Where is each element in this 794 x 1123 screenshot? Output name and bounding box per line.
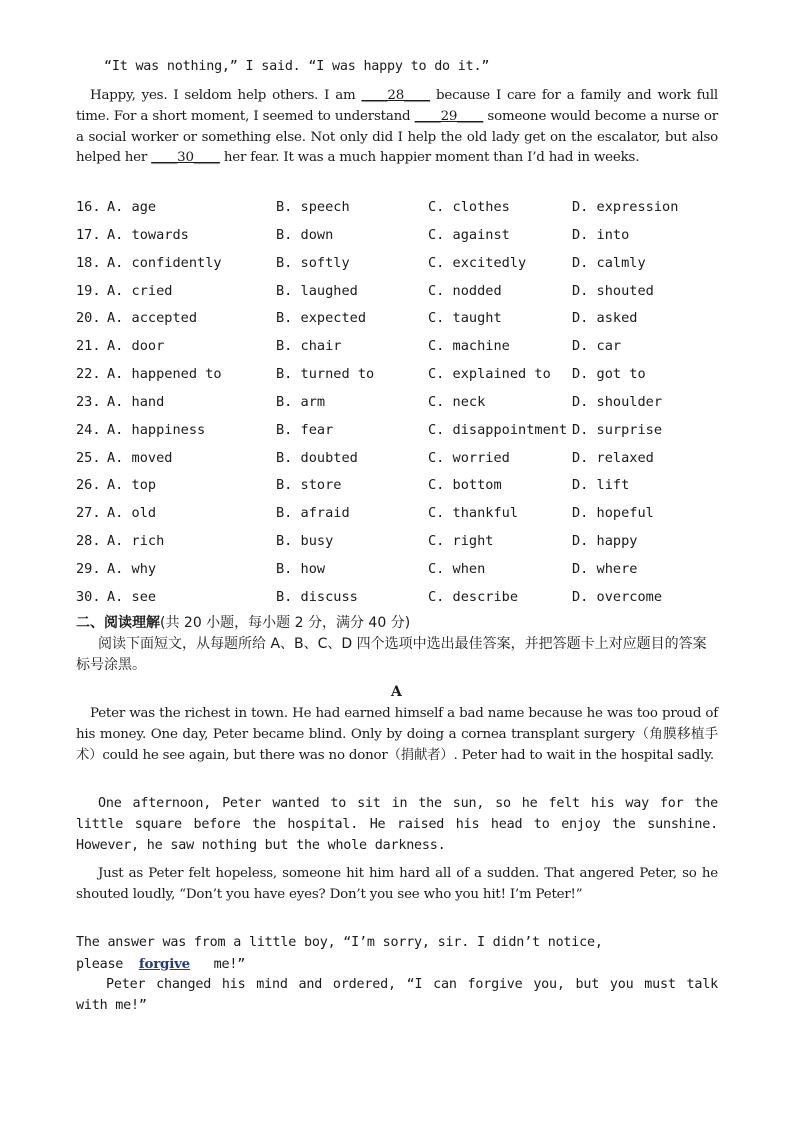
option-c: C. explained to [428,366,551,383]
option-c: C. bottom [428,477,502,494]
option-d: D. shouted [572,282,654,299]
option-row [76,391,736,419]
option-c: C. clothes [428,199,510,215]
option-a: A. age [107,199,157,215]
option-d: D. expression [572,199,679,215]
option-b: B. chair [276,338,342,355]
option-c: C. right [428,533,494,550]
passage-paragraph-4-end: me!” [213,956,246,972]
passage-letter: A [391,684,402,700]
question-number: 17. [76,226,101,243]
option-b: B. store [276,477,342,494]
option-row [76,474,736,502]
option-row [76,280,736,308]
option-c: C. nodded [428,282,502,299]
question-number: 25. [76,449,101,466]
option-d: D. lift [572,477,630,494]
option-c: C. worried [428,449,510,466]
option-b: B. down [276,226,334,243]
option-a: A. confidently [107,254,222,271]
section-instruction: 阅读下面短文，从每题所给 A、B、C、D 四个选项中选出最佳答案，并把答题卡上对应题目的答案标号涂黑。 [76,636,707,673]
option-b: B. softly [276,254,350,271]
question-number: 27. [76,505,101,522]
question-number: 22. [76,366,101,383]
option-c: C. when [428,560,486,577]
option-c: C. thankful [428,505,519,522]
option-row [76,586,736,614]
question-number: 19. [76,282,101,299]
option-d: D. surprise [572,421,663,438]
passage-paragraph-2: One afternoon, Peter wanted to sit in the sun, so he felt his way for the little square before the hospital. He raised his head to enjoy the sunshine. However, he saw nothing but the whole darkness. [76,796,718,853]
option-a: A. top [107,477,157,494]
option-a: A. cried [107,282,173,299]
section-heading [76,613,410,633]
intro-quote: “It was nothing,” I said. “I was happy to do it.” [104,59,490,74]
question-number: 29. [76,560,101,577]
option-c: C. describe [428,588,519,605]
option-a: A. hand [107,393,165,410]
cloze-text-2: because I care for a family and work full time. For a short moment, I seemed to understand [76,88,718,124]
passage-paragraph-5: Peter changed his mind and ordered, “I can forgive you, but you must talk with me!” [76,977,718,1013]
option-row [76,419,736,447]
option-a: A. old [107,505,157,522]
option-b: B. how [276,560,326,577]
passage-paragraph-3: Just as Peter felt hopeless, someone hit him hard all of a sudden. That angered Peter, so he shouted loudly, “Don’t you have eyes? Don’t you see who you hit! I’m Peter!” [76,866,718,902]
question-number: 30. [76,588,101,605]
passage-please: please [76,956,124,972]
question-number: 26. [76,477,101,494]
option-row [76,502,736,530]
option-d: D. relaxed [572,449,654,466]
option-row [76,447,736,475]
option-c: C. excitedly [428,254,527,271]
option-row [76,335,736,363]
blank-30: ____30____ [151,150,220,166]
option-row [76,558,736,586]
option-d: D. car [572,338,622,355]
option-a: A. moved [107,449,173,466]
option-b: B. discuss [276,588,358,605]
question-number: 20. [76,310,101,327]
option-d: D. overcome [572,588,663,605]
option-b: B. fear [276,421,334,438]
option-c: C. machine [428,338,510,355]
blank-29: ____29____ [414,108,484,124]
option-a: A. see [107,588,157,605]
option-d: D. happy [572,533,638,550]
cloze-paragraph [76,86,718,169]
blank-28: ____28____ [361,88,431,103]
cloze-text-3: someone would become a nurse or a social worker or something else. Not only did I help the old lady get on the escalator, but also helped her [76,108,718,166]
cloze-text-4: her fear. It was a much happier moment than I’d had in weeks. [219,150,640,166]
passage-paragraph-4 [76,933,718,976]
option-b: B. doubted [276,449,358,466]
option-b: B. expected [276,310,367,327]
option-a: A. accepted [107,310,198,327]
question-number: 24. [76,421,101,438]
option-b: B. arm [276,393,326,410]
option-b: B. turned to [276,366,375,383]
section-title-note: (共 20 小题，每小题 2 分，满分 40 分) [160,615,411,631]
option-c: C. against [428,226,510,243]
option-c: C. neck [428,393,486,410]
option-b: B. laughed [276,282,358,299]
option-row [76,363,736,391]
option-row [76,307,736,335]
option-d: D. hopeful [572,505,654,522]
option-b: B. afraid [276,505,350,522]
question-number: 16. [76,199,101,215]
answer-forgive: forgive [138,955,191,972]
cloze-text-1: Happy, yes. I seldom help others. I am [90,88,362,103]
option-a: A. happened to [107,366,222,383]
option-a: A. rich [107,533,165,550]
option-row [76,196,736,224]
question-number: 28. [76,533,101,550]
option-a: A. why [107,560,157,577]
option-d: D. asked [572,310,638,327]
passage-paragraph-4-line1: The answer was from a little boy, “I’m sorry, sir. I didn’t notice, [76,935,603,950]
option-row [76,224,736,252]
option-d: D. got to [572,366,646,383]
question-number: 18. [76,254,101,271]
option-d: D. calmly [572,254,646,271]
option-c: C. disappointment [428,421,568,438]
option-a: A. happiness [107,421,206,438]
option-c: C. taught [428,310,502,327]
option-d: D. where [572,560,638,577]
passage-paragraph-1: Peter was the richest in town. He had earned himself a bad name because he was too proud of his money. One day, Peter became blind. Only by doing a cornea transplant surgery（角膜移植手术）could he see again, but there was no donor（捐献者）. Peter had to wait in the hospital sadly. [76,706,718,763]
question-number: 21. [76,338,101,355]
option-row [76,252,736,280]
option-b: B. busy [276,533,334,550]
option-d: D. into [572,226,630,243]
option-a: A. door [107,338,165,355]
option-row [76,530,736,558]
options-list [76,196,736,614]
option-d: D. shoulder [572,393,663,410]
question-number: 23. [76,393,101,410]
option-b: B. speech [276,199,350,215]
section-title: 二、阅读理解 [76,615,160,631]
option-a: A. towards [107,226,189,243]
